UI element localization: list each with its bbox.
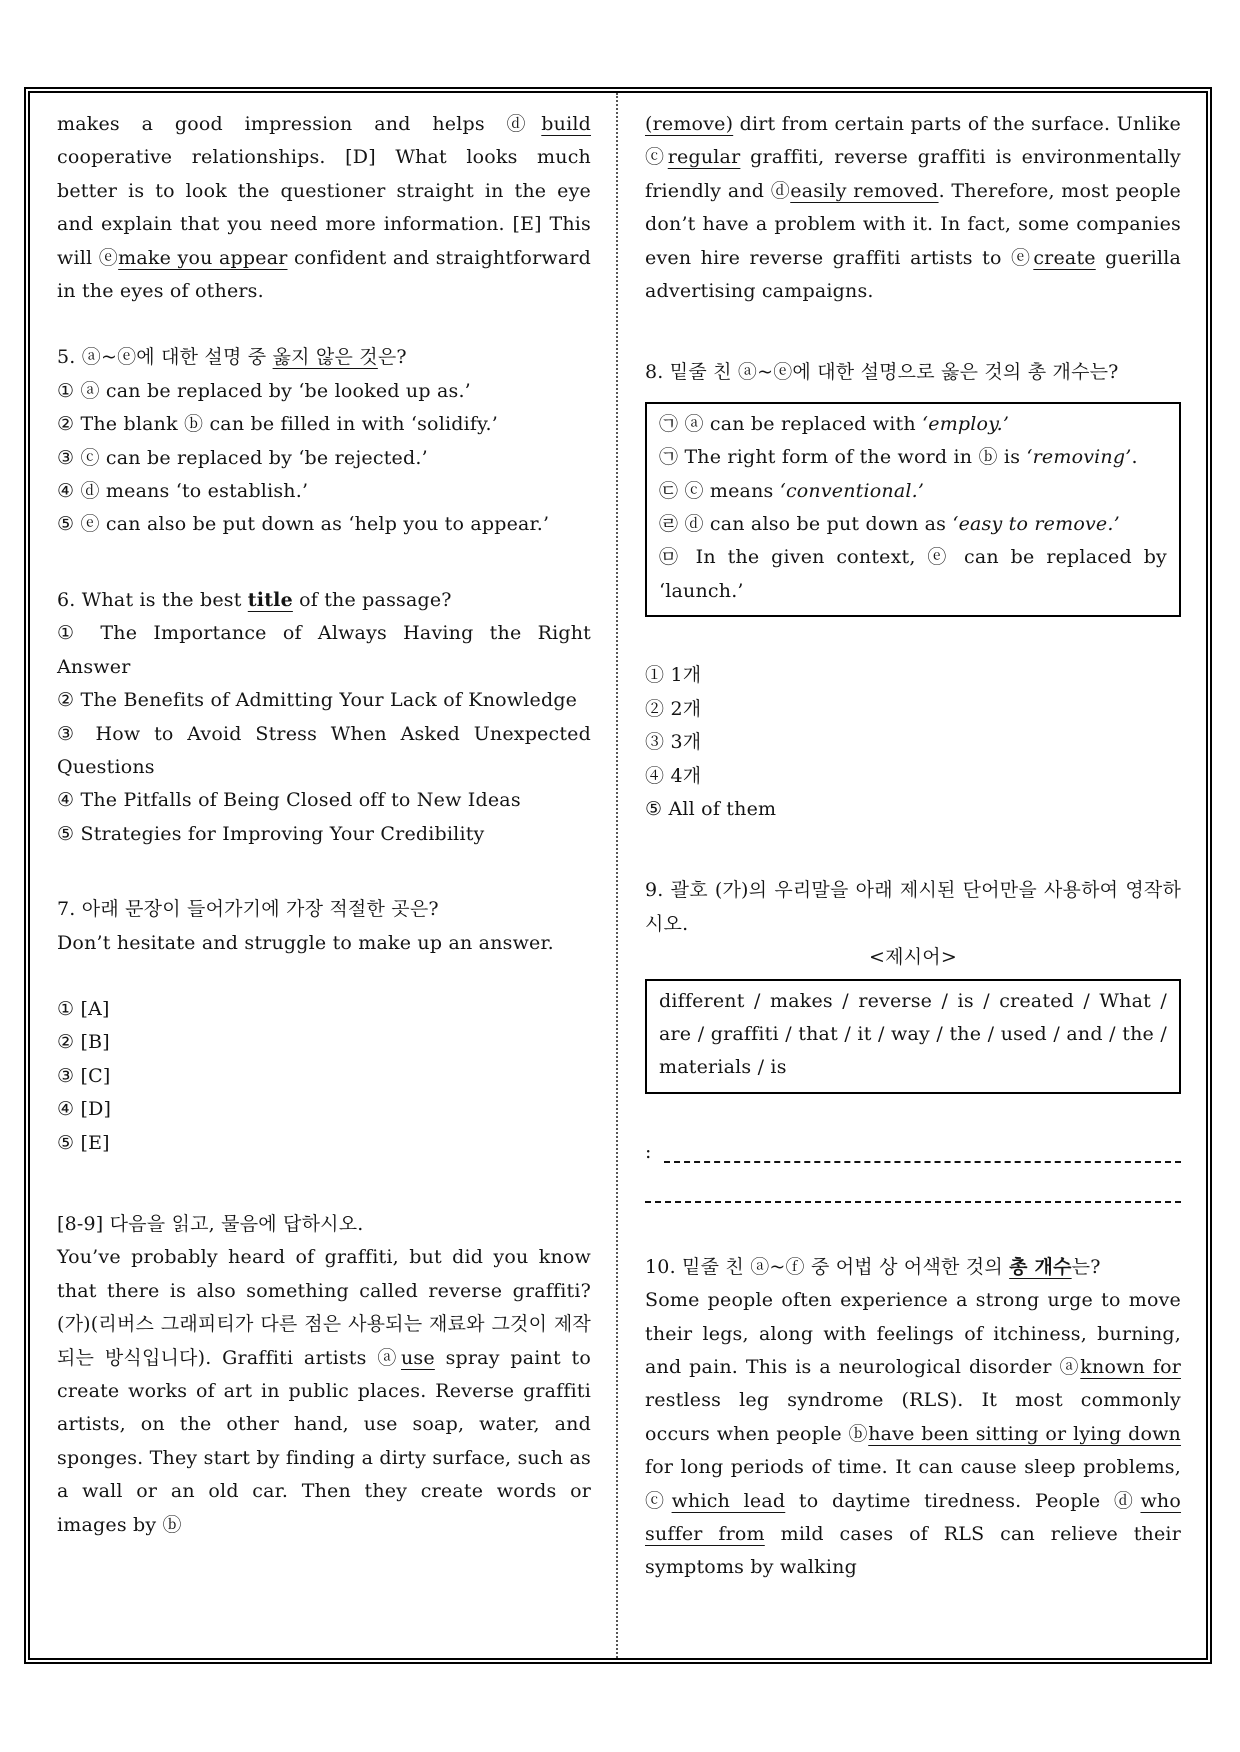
question-6-option-4: ④ The Pitfalls of Being Closed off to New Ideas bbox=[57, 789, 521, 812]
question-8 bbox=[645, 356, 1181, 826]
question-6-title: 6. What is the best title of the passage? bbox=[57, 588, 452, 611]
question-9-answer-area bbox=[645, 1136, 1181, 1203]
question-8-option-3: ③ 3개 bbox=[645, 731, 702, 754]
question-7-option-2: ② [B] bbox=[57, 1031, 110, 1054]
question-8-statement-2: ㉠ The right form of the word in ⓑ is ‘removing’. bbox=[659, 446, 1138, 469]
question-5-option-2: ② The blank ⓑ can be filled in with ‘solidify.’ bbox=[57, 413, 499, 436]
page-frame bbox=[24, 87, 1212, 1664]
question-9-hint-label: <제시어> bbox=[869, 946, 957, 969]
answer-colon: : bbox=[645, 1141, 652, 1164]
question-6-option-3: ③ How to Avoid Stress When Asked Unexpected Questions bbox=[57, 722, 591, 778]
question-5-option-4: ④ ⓓ means ‘to establish.’ bbox=[57, 480, 309, 503]
question-6-option-1: ① The Importance of Always Having the Right Answer bbox=[57, 622, 591, 678]
question-7-option-5: ⑤ [E] bbox=[57, 1131, 110, 1154]
question-8-title: 8. 밑줄 친 ⓐ~ⓔ에 대한 설명으로 옳은 것의 총 개수는? bbox=[645, 361, 1119, 384]
passage-continuation-de: makes a good impression and helps ⓓbuild cooperative relationships. [D] What looks much better is to look the questioner straight in the eye and explain that you need more information. [E] This will ⓔmake you appear confident and straightforward in the eyes of others. bbox=[57, 113, 591, 303]
question-7-option-3: ③ [C] bbox=[57, 1064, 111, 1087]
question-7-option-1: ① [A] bbox=[57, 997, 110, 1020]
question-7-options bbox=[57, 993, 591, 1160]
question-7 bbox=[57, 893, 591, 1160]
question-5-option-3: ③ ⓒ can be replaced by ‘be rejected.’ bbox=[57, 446, 428, 469]
question-5-option-5: ⑤ ⓔ can also be put down as ‘help you to appear.’ bbox=[57, 513, 550, 536]
question-8-statement-1: ㉠ ⓐ can be replaced with ‘employ.’ bbox=[659, 412, 1010, 435]
question-9-answer-line-1 bbox=[645, 1136, 1181, 1170]
question-8-options bbox=[645, 659, 1181, 826]
question-8-statements-box bbox=[645, 402, 1181, 617]
question-8-statement-5: ㉤ In the given context, ⓔ can be replaced by ‘launch.’ bbox=[659, 546, 1167, 602]
question-7-title: 7. 아래 문장이 들어가기에 가장 적절한 곳은? bbox=[57, 898, 439, 921]
question-8-option-5: ⑤ All of them bbox=[645, 797, 777, 820]
question-10 bbox=[645, 1251, 1181, 1585]
answer-blank-line bbox=[664, 1161, 1181, 1163]
section-8-9-passage: You’ve probably heard of graffiti, but did you know that there is also something called reverse graffiti? (가)(리버스 그래피티가 다른 점은 사용되는 재료와 그것이 제작되는 방식입니다). Graffiti artists ⓐuse spray paint to create works of art in public places. Reverse graffiti artists, on the other hand, use soap, water, and sponges. They start by finding a dirty surface, such as a wall or an old car. Then they create words or images by ⓑ bbox=[57, 1246, 591, 1536]
question-6 bbox=[57, 584, 591, 851]
section-8-9-heading: [8-9] 다음을 읽고, 물음에 답하시오. bbox=[57, 1212, 364, 1235]
question-8-option-1: ① 1개 bbox=[645, 664, 702, 687]
question-9-answer-line-2 bbox=[645, 1176, 1181, 1203]
question-7-sentence: Don’t hesitate and struggle to make up an answer. bbox=[57, 931, 554, 954]
question-8-option-2: ② 2개 bbox=[645, 697, 702, 720]
section-8-9 bbox=[57, 1208, 591, 1542]
question-8-option-4: ④ 4개 bbox=[645, 764, 702, 787]
question-7-option-4: ④ [D] bbox=[57, 1098, 112, 1121]
question-9-word-bank: different / makes / reverse / is / created / What / are / graffiti / that / it / way / the / used / and / the / materials / is bbox=[659, 989, 1167, 1079]
question-9-word-bank-box bbox=[645, 979, 1181, 1094]
passage-continuation-remove: (remove) dirt from certain parts of the surface. Unlike ⓒregular graffiti, reverse graffiti is environmentally friendly and ⓓeasily removed. Therefore, most people don’t have a problem with it. In fact, some companies even hire reverse graffiti artists to ⓔcreate guerilla advertising campaigns. bbox=[645, 113, 1181, 303]
column-right bbox=[618, 93, 1206, 1658]
question-9 bbox=[645, 874, 1181, 1202]
question-5-title: 5. ⓐ~ⓔ에 대한 설명 중 옳지 않은 것은? bbox=[57, 346, 407, 369]
question-10-title: 10. 밑줄 친 ⓐ~ⓕ 중 어법 상 어색한 것의 총 개수는? bbox=[645, 1255, 1101, 1278]
question-5-option-1: ① ⓐ can be replaced by ‘be looked up as.’ bbox=[57, 379, 471, 402]
question-8-statement-3: ㉢ ⓒ means ‘conventional.’ bbox=[659, 479, 925, 502]
column-left bbox=[30, 93, 618, 1658]
question-10-passage: Some people often experience a strong urge to move their legs, along with feelings of itchiness, burning, and pain. This is a neurological disorder ⓐknown for restless leg syndrome (RLS). It most commonly occurs when people ⓑhave been sitting or lying down for long periods of time. It can cause sleep problems, ⓒwhich lead to daytime tiredness. People ⓓwho suffer from mild cases of RLS can relieve their symptoms by walking bbox=[645, 1289, 1182, 1579]
question-5 bbox=[57, 341, 591, 541]
question-8-statement-4: ㉣ ⓓ can also be put down as ‘easy to remove.’ bbox=[659, 513, 1120, 536]
question-6-option-5: ⑤ Strategies for Improving Your Credibility bbox=[57, 822, 485, 845]
question-6-option-2: ② The Benefits of Admitting Your Lack of Knowledge bbox=[57, 689, 578, 712]
question-9-title: 9. 괄호 (가)의 우리말을 아래 제시된 단어만을 사용하여 영작하시오. bbox=[645, 879, 1181, 935]
